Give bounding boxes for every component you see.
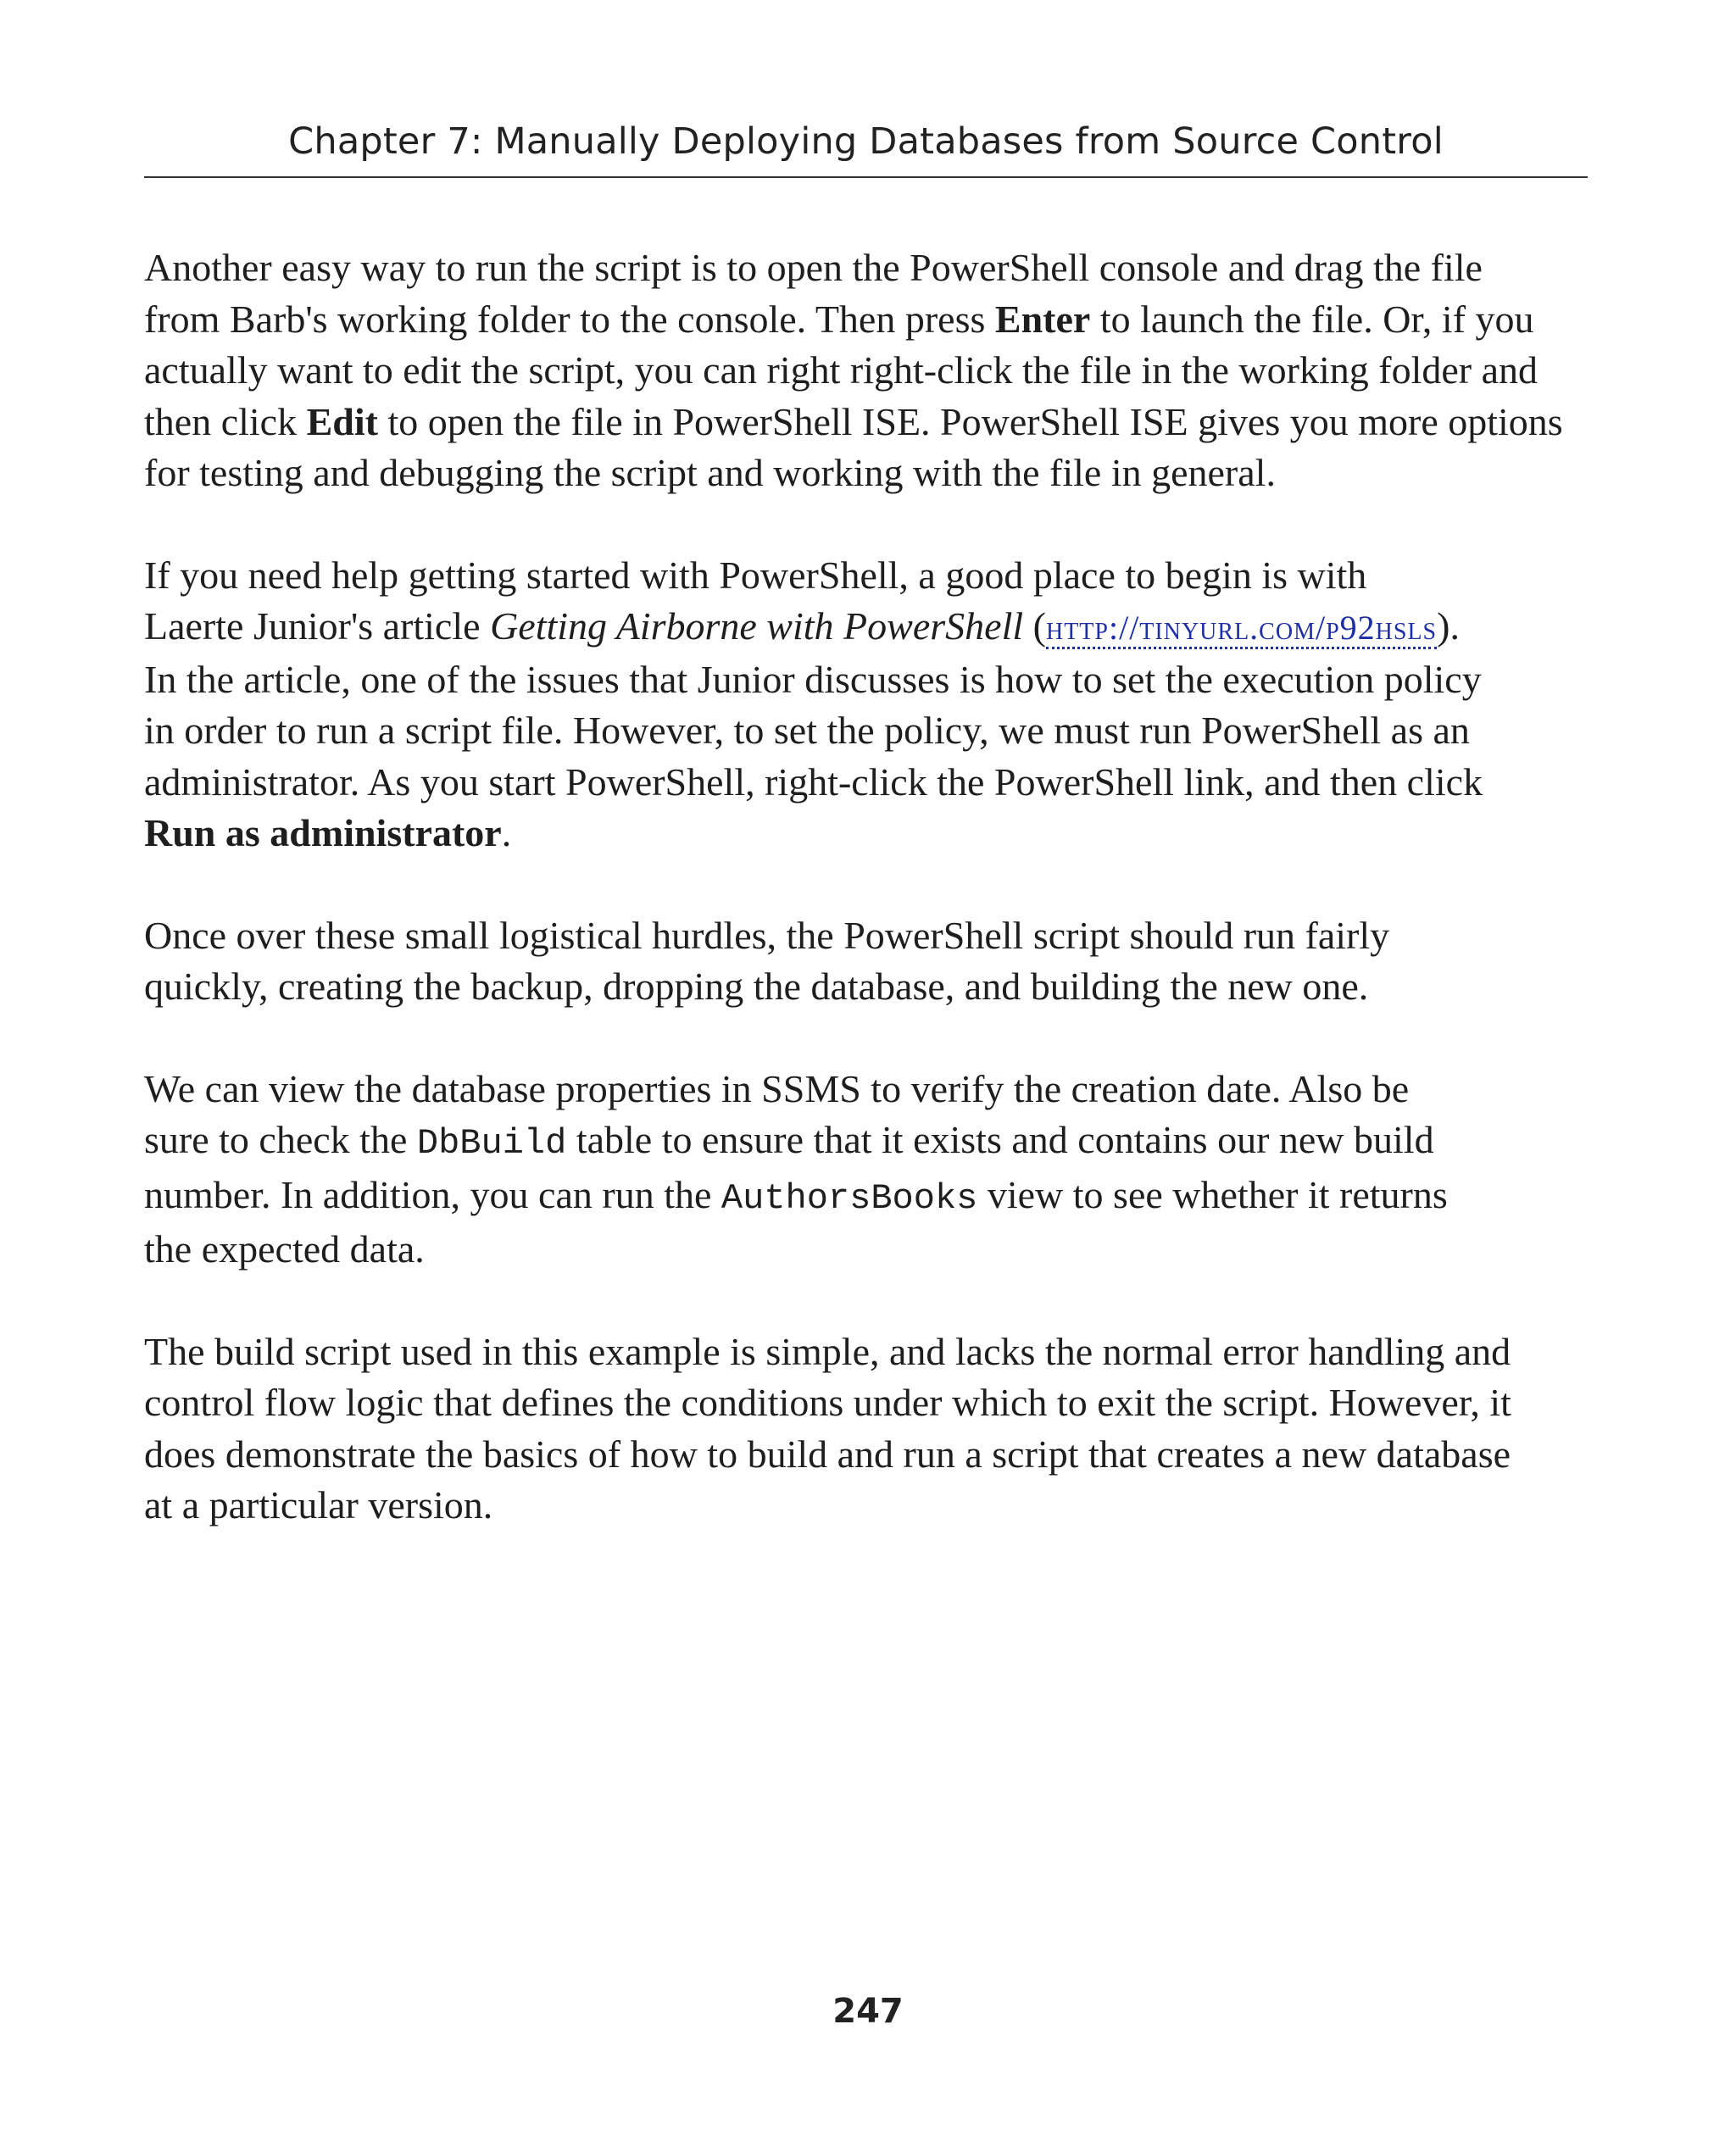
paragraph-hurdles	[144, 910, 1602, 1013]
text-run: the expected data.	[144, 1227, 425, 1271]
text-line	[144, 1115, 1602, 1170]
text-run: ).	[1437, 604, 1460, 648]
text-line	[144, 1377, 1602, 1429]
ui-term-edit: Edit	[306, 399, 378, 443]
text-line	[144, 1170, 1602, 1225]
text-line	[144, 654, 1602, 706]
article-url-link[interactable]: http://tinyurl.com/p92hsls	[1046, 609, 1437, 649]
running-header: Chapter 7: Manually Deploying Databases from Source Control	[288, 120, 1444, 163]
text-line	[144, 808, 1602, 859]
ui-term-run-as-administrator: Run as administrator	[144, 811, 502, 854]
text-run: actually want to edit the script, you can right right-click the file in the working folder and	[144, 348, 1538, 392]
text-run: administrator. As you start PowerShell, right-click the PowerShell link, and then click	[144, 759, 1483, 804]
text-run: (	[1023, 604, 1046, 648]
text-run: control flow logic that defines the conditions under which to exit the script. However, it	[144, 1381, 1511, 1424]
article-title: Getting Airborne with PowerShell	[490, 604, 1024, 648]
text-run: for testing and debugging the script and working with the file in general.	[144, 451, 1276, 494]
text-run: does demonstrate the basics of how to build and run a script that creates a new database	[144, 1432, 1511, 1476]
text-line	[144, 397, 1602, 448]
text-line	[144, 1326, 1602, 1378]
header-divider	[144, 176, 1588, 178]
text-run: In the article, one of the issues that Junior discusses is how to set the execution policy	[144, 657, 1482, 701]
paragraph-verify-database	[144, 1064, 1602, 1276]
text-run: number. In addition, you can run the	[144, 1172, 721, 1216]
text-line	[144, 601, 1602, 654]
text-run: sure to check the	[144, 1118, 417, 1161]
ui-term-enter: Enter	[994, 297, 1091, 341]
text-run: The build script used in this example is simple, and lacks the normal error handling and	[144, 1329, 1511, 1373]
text-run: quickly, creating the backup, dropping the database, and building the new one.	[144, 965, 1369, 1008]
text-line	[144, 1429, 1602, 1481]
text-line	[144, 345, 1602, 397]
text-run: to launch the file. Or, if you	[1090, 297, 1534, 341]
text-run: view to see whether it returns	[977, 1172, 1448, 1216]
text-line	[144, 550, 1602, 602]
text-run: If you need help getting started with PowerShell, a good place to begin is with	[144, 553, 1367, 597]
text-line	[144, 294, 1602, 346]
text-line	[144, 1224, 1602, 1276]
text-line	[144, 910, 1602, 962]
paragraph-build-script-summary	[144, 1326, 1602, 1532]
text-line	[144, 448, 1602, 499]
text-run: from Barb's working folder to the console. Then press	[144, 297, 995, 341]
text-run: then click	[144, 399, 307, 443]
text-line	[144, 1480, 1602, 1532]
text-line	[144, 1064, 1602, 1115]
paragraph-drag-to-console	[144, 242, 1602, 499]
text-run: .	[501, 811, 512, 854]
page-number: 247	[832, 1992, 904, 2031]
body-text	[144, 242, 1602, 1582]
text-line	[144, 757, 1602, 809]
text-run: Another easy way to run the script is to open the PowerShell console and drag the file	[144, 246, 1483, 289]
code-dbbuild: DbBuild	[416, 1123, 567, 1164]
text-run: to open the file in PowerShell ISE. PowerShell ISE gives you more options	[377, 399, 1563, 443]
text-run: We can view the database properties in SSMS to verify the creation date. Also be	[144, 1066, 1410, 1110]
text-line	[144, 705, 1602, 757]
text-line	[144, 961, 1602, 1013]
paragraph-getting-started	[144, 550, 1602, 859]
text-line	[144, 242, 1602, 294]
text-run: Laerte Junior's article	[144, 604, 491, 648]
text-run: table to ensure that it exists and contains our new build	[566, 1118, 1434, 1161]
text-run: in order to run a script file. However, to set the policy, we must run PowerShell as an	[144, 709, 1470, 752]
code-authorsbooks: AuthorsBooks	[721, 1177, 978, 1219]
text-run: at a particular version.	[144, 1483, 493, 1527]
text-run: Once over these small logistical hurdles, the PowerShell script should run fairly	[144, 913, 1390, 957]
